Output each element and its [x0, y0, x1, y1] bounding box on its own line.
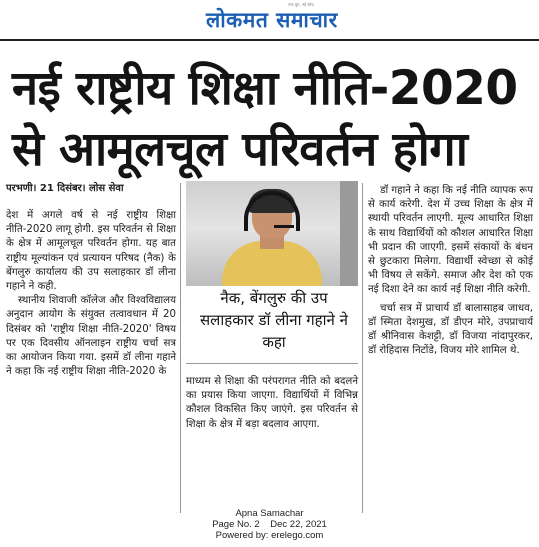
newspaper-logo: लोकमत समाचार: [206, 8, 338, 32]
masthead: [0, 0, 539, 40]
footer-powered-by: Powered by: erelego.com: [215, 530, 324, 541]
article-column-2: [186, 375, 358, 432]
paragraph: माध्यम से शिक्षा की परंपरागत नीति को बदलने का प्रयास किया जाएगा. विद्यार्थियों में विभिन्न कौशल विकसित किए जाएंगे. इस परिवर्तन से शिक्षा के क्षेत्र में बड़ा बदलाव आएगा.: [186, 376, 358, 430]
speaker-photo: [186, 181, 358, 286]
page-footer: [0, 508, 539, 541]
footer-page-date: Page No. 2 Dec 22, 2021: [212, 519, 327, 530]
pull-quote-divider: [186, 363, 358, 364]
paragraph: डॉ गहाने ने कहा कि नई नीति व्यापक रूप से कार्य करेगी. देश में उच्च शिक्षा के क्षेत्र में स्थायी परिवर्तन लाएगी. मूल्य आधारित शिक्षा के साथ विद्यार्थियों को कौशल आधारित शिक्षा भी प्रदान की जाएगी. इसमें संकायों के बंधन से छुटकारा मिलेगा. विद्यार्थी स्वेच्छा से कोई भी विषय ले सकेंगे. समाज और देश को एक नई दिशा देने का कार्य नई शिक्षा नीति करेगी.: [368, 185, 533, 296]
article-column-3: [368, 184, 533, 358]
article-headline: [12, 58, 532, 180]
masthead-divider: [0, 39, 539, 41]
paragraph: चर्चा सत्र में प्राचार्य डॉ बालासाहब जाधव, डॉ स्मिता देशमुख, डॉ डीएन मोरे, उपप्राचार्य डॉ श्रीनिवास केशट्टी, डॉ विजया नांदापुरकर, डॉ रोहिदास निटोंडे, विजय मोरे शामिल थे.: [368, 302, 533, 357]
column-divider: [362, 183, 363, 513]
column-divider: [180, 183, 181, 513]
paragraph: स्थानीय शिवाजी कॉलेज और विश्वविद्यालय अनुदान आयोग के संयुक्त तत्वावधान में 20 दिसंबर को 'राष्ट्रीय शिक्षा नीति-2020' विषय पर एक दिवसीय ऑनलाइन राष्ट्रीय चर्चा सत्र का आयोजन किया गया. इसमें डॉ लीना गहाने ने कहा कि नई राष्ट्रीय शिक्षा नीति-2020 के: [6, 295, 176, 378]
article-column-1: [6, 209, 176, 379]
pull-quote: नैक, बेंगलुरु की उप सलाहकार डॉ लीना गहाने ने कहा: [200, 289, 348, 351]
masthead-tagline: नया युग, नई सोच: [288, 2, 314, 7]
headline-line-1: नई राष्ट्रीय शिक्षा नीति-2020: [12, 61, 518, 116]
footer-publication: Apna Samachar: [235, 508, 304, 519]
dateline: परभणी। 21 दिसंबर। लोस सेवा: [6, 183, 124, 194]
paragraph: देश में अगले वर्ष से नई राष्ट्रीय शिक्षा नीति-2020 लागू होगी. इस परिवर्तन से शिक्षा के क्षेत्र में आमूलचूल परिवर्तन होगा. यह बात राष्ट्रीय मूल्यांकन एवं प्रत्यायन परिषद (नैक) के बेंगलुरु कार्यालय की उप सलाहकार डॉ लीना गहाने ने कही.: [6, 210, 176, 293]
headline-line-2: से आमूलचूल परिवर्तन होगा: [12, 122, 468, 177]
